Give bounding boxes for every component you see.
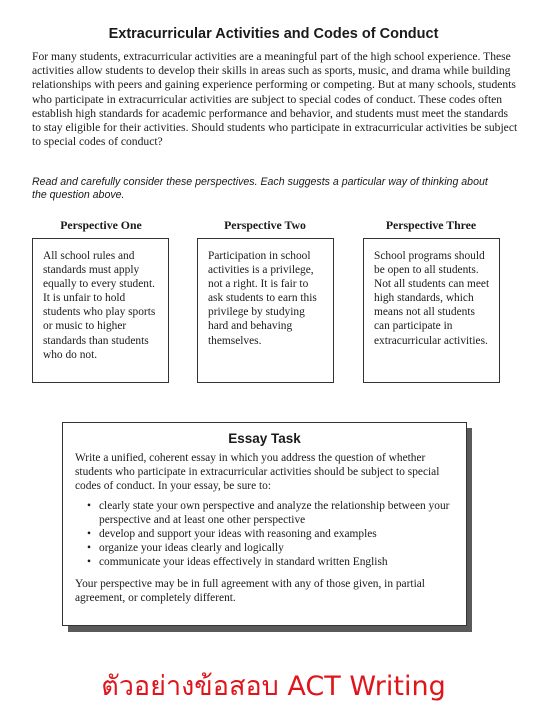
perspective-two-heading: Perspective Two [224,218,306,232]
essay-task-box [62,422,467,626]
essay-task-item: • clearly state your own perspective and analyze the relationship between your perspective and at least one other perspective [87,499,454,527]
perspective-three-heading: Perspective Three [385,218,477,232]
essay-task-title: Essay Task [228,431,301,446]
essay-task-item: • organize your ideas clearly and logically [87,541,454,555]
perspective-two-text: Participation in school activities is a privilege, not a right. It is fair to ask students to earn this privilege by studying hard and behaving themselves. [208,250,317,347]
intro-paragraph: For many students, extracurricular activities are a meaningful part of the high school experience. These activities allow students to develop their skills in areas such as sports, music, and drama while building relationships with peers and gaining experience performing or competing. But at many schools, students who participate in extracurricular activities are subject to special codes of conduct. These codes often establish high standards for academic performance and behavior, and students must meet the standards to stay eligible for their activities. Should students who participate in extracurricular activities be subject to special codes of conduct? [32,50,518,149]
document-title: Extracurricular Activities and Codes of Conduct [108,26,439,42]
instruction-text: Read and carefully consider these perspectives. Each suggests a particular way of thinking about the question above. [32,176,488,201]
essay-task-prompt: Write a unified, coherent essay in which you address the question of whether students who participate in extracurricular activities should be subject to special codes of conduct. In your essay, be sure to: [75,452,440,492]
perspective-three-text: School programs should be open to all students. Not all students can meet high standards, which means not all students can participate in extracurricular activities. [374,250,490,347]
perspective-two-box [197,238,334,383]
perspective-one-heading: Perspective One [60,218,142,232]
essay-task-list [75,499,454,569]
perspective-one-text: All school rules and standards must apply equally to every student. It is unfair to hold students who play sports or music to higher standards than students who do not. [43,250,156,361]
perspective-three-box [363,238,500,383]
essay-task-closing: Your perspective may be in full agreement with any of those given, in partial agreement, or completely different. [75,578,425,604]
thai-caption: ตัวอย่างข้อสอบ ACT Writing [101,671,446,702]
essay-task-item: • communicate your ideas effectively in standard written English [87,555,454,569]
perspective-one-box [32,238,169,383]
essay-task-item: • develop and support your ideas with reasoning and examples [87,527,454,541]
